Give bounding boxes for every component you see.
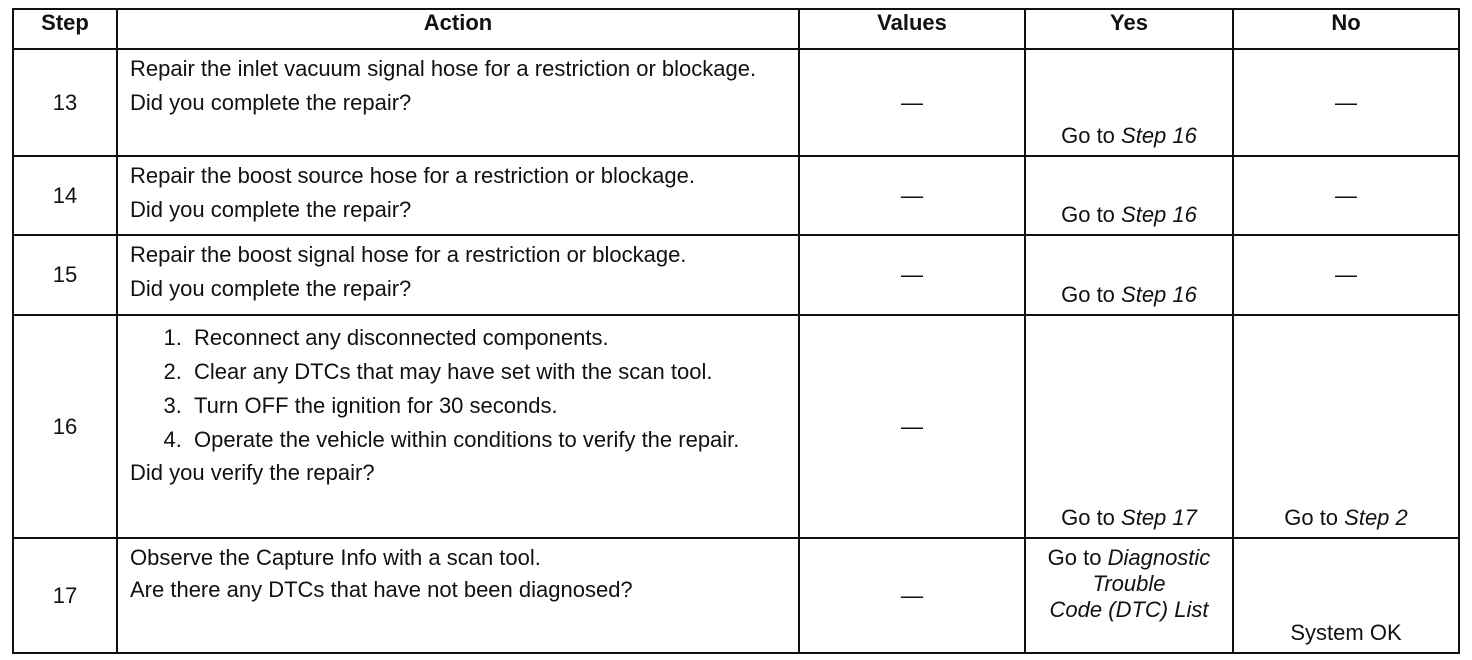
yes-dtc-list-link[interactable] <box>1026 545 1232 623</box>
action-cell <box>117 235 799 315</box>
action-instruction: Repair the boost signal hose for a restriction or blockage. <box>130 242 687 267</box>
header-yes: Yes <box>1025 9 1233 49</box>
no-cell: — <box>1233 235 1459 315</box>
action-question: Are there any DTCs that have not been diagnosed? <box>130 577 633 602</box>
list-item: 3. Turn OFF the ignition for 30 seconds. <box>188 394 788 418</box>
values-cell: — <box>799 156 1025 235</box>
step-number: 13 <box>13 49 117 156</box>
yes-line-2 <box>1026 571 1232 597</box>
header-values: Values <box>799 9 1025 49</box>
no-cell: System OK <box>1233 538 1459 653</box>
no-cell: — <box>1233 156 1459 235</box>
diagnostic-table <box>12 8 1460 654</box>
table-row-step-13 <box>13 49 1459 156</box>
header-step: Step <box>13 9 117 49</box>
yes-cell <box>1025 156 1233 235</box>
action-question: Did you complete the repair? <box>130 90 412 115</box>
values-cell: — <box>799 315 1025 538</box>
list-item: 1. Reconnect any disconnected components. <box>188 326 788 350</box>
action-instruction: Repair the inlet vacuum signal hose for a restriction or blockage. <box>130 56 757 81</box>
yes-prefix: Go to <box>1061 202 1122 227</box>
header-row <box>13 9 1459 49</box>
yes-ref-line-2: Trouble <box>1092 571 1166 596</box>
no-cell <box>1233 315 1459 538</box>
no-prefix: Go to <box>1284 505 1345 530</box>
action-question: Did you complete the repair? <box>130 276 412 301</box>
action-cell <box>117 315 799 538</box>
action-cell <box>117 538 799 653</box>
yes-prefix: Go to <box>1061 123 1122 148</box>
yes-step-link[interactable]: Step 16 <box>1121 123 1197 148</box>
action-steps-list <box>130 326 788 452</box>
values-cell: — <box>799 538 1025 653</box>
action-instruction: Observe the Capture Info with a scan tool. <box>130 545 541 570</box>
action-instruction: Repair the boost source hose for a restriction or blockage. <box>130 163 695 188</box>
yes-ref-line-1: Diagnostic <box>1107 545 1211 570</box>
list-item: 4. Operate the vehicle within conditions to verify the repair. <box>188 428 788 452</box>
yes-line-3 <box>1026 597 1232 623</box>
header-no: No <box>1233 9 1459 49</box>
values-cell: — <box>799 235 1025 315</box>
yes-cell <box>1025 538 1233 653</box>
table-row-step-14 <box>13 156 1459 235</box>
yes-step-link[interactable]: Step 16 <box>1121 202 1197 227</box>
yes-ref-line-3: Code (DTC) List <box>1049 597 1209 622</box>
step-number: 15 <box>13 235 117 315</box>
yes-prefix: Go to <box>1061 505 1122 530</box>
yes-step-link[interactable]: Step 17 <box>1121 505 1197 530</box>
action-question: Did you complete the repair? <box>130 197 412 222</box>
no-cell: — <box>1233 49 1459 156</box>
values-cell: — <box>799 49 1025 156</box>
step-number: 17 <box>13 538 117 653</box>
list-item: 2. Clear any DTCs that may have set with the scan tool. <box>188 360 788 384</box>
yes-cell <box>1025 235 1233 315</box>
step-number: 14 <box>13 156 117 235</box>
action-cell <box>117 49 799 156</box>
no-step-link[interactable]: Step 2 <box>1344 505 1408 530</box>
table-row-step-16 <box>13 315 1459 538</box>
yes-step-link[interactable]: Step 16 <box>1121 282 1197 307</box>
header-action: Action <box>117 9 799 49</box>
yes-cell <box>1025 49 1233 156</box>
yes-cell <box>1025 315 1233 538</box>
yes-prefix: Go to <box>1061 282 1122 307</box>
step-number: 16 <box>13 315 117 538</box>
action-cell <box>117 156 799 235</box>
table-row-step-15 <box>13 235 1459 315</box>
yes-line-1 <box>1026 545 1232 571</box>
action-question: Did you verify the repair? <box>130 460 375 485</box>
table-row-step-17 <box>13 538 1459 653</box>
yes-prefix: Go to <box>1047 545 1108 570</box>
